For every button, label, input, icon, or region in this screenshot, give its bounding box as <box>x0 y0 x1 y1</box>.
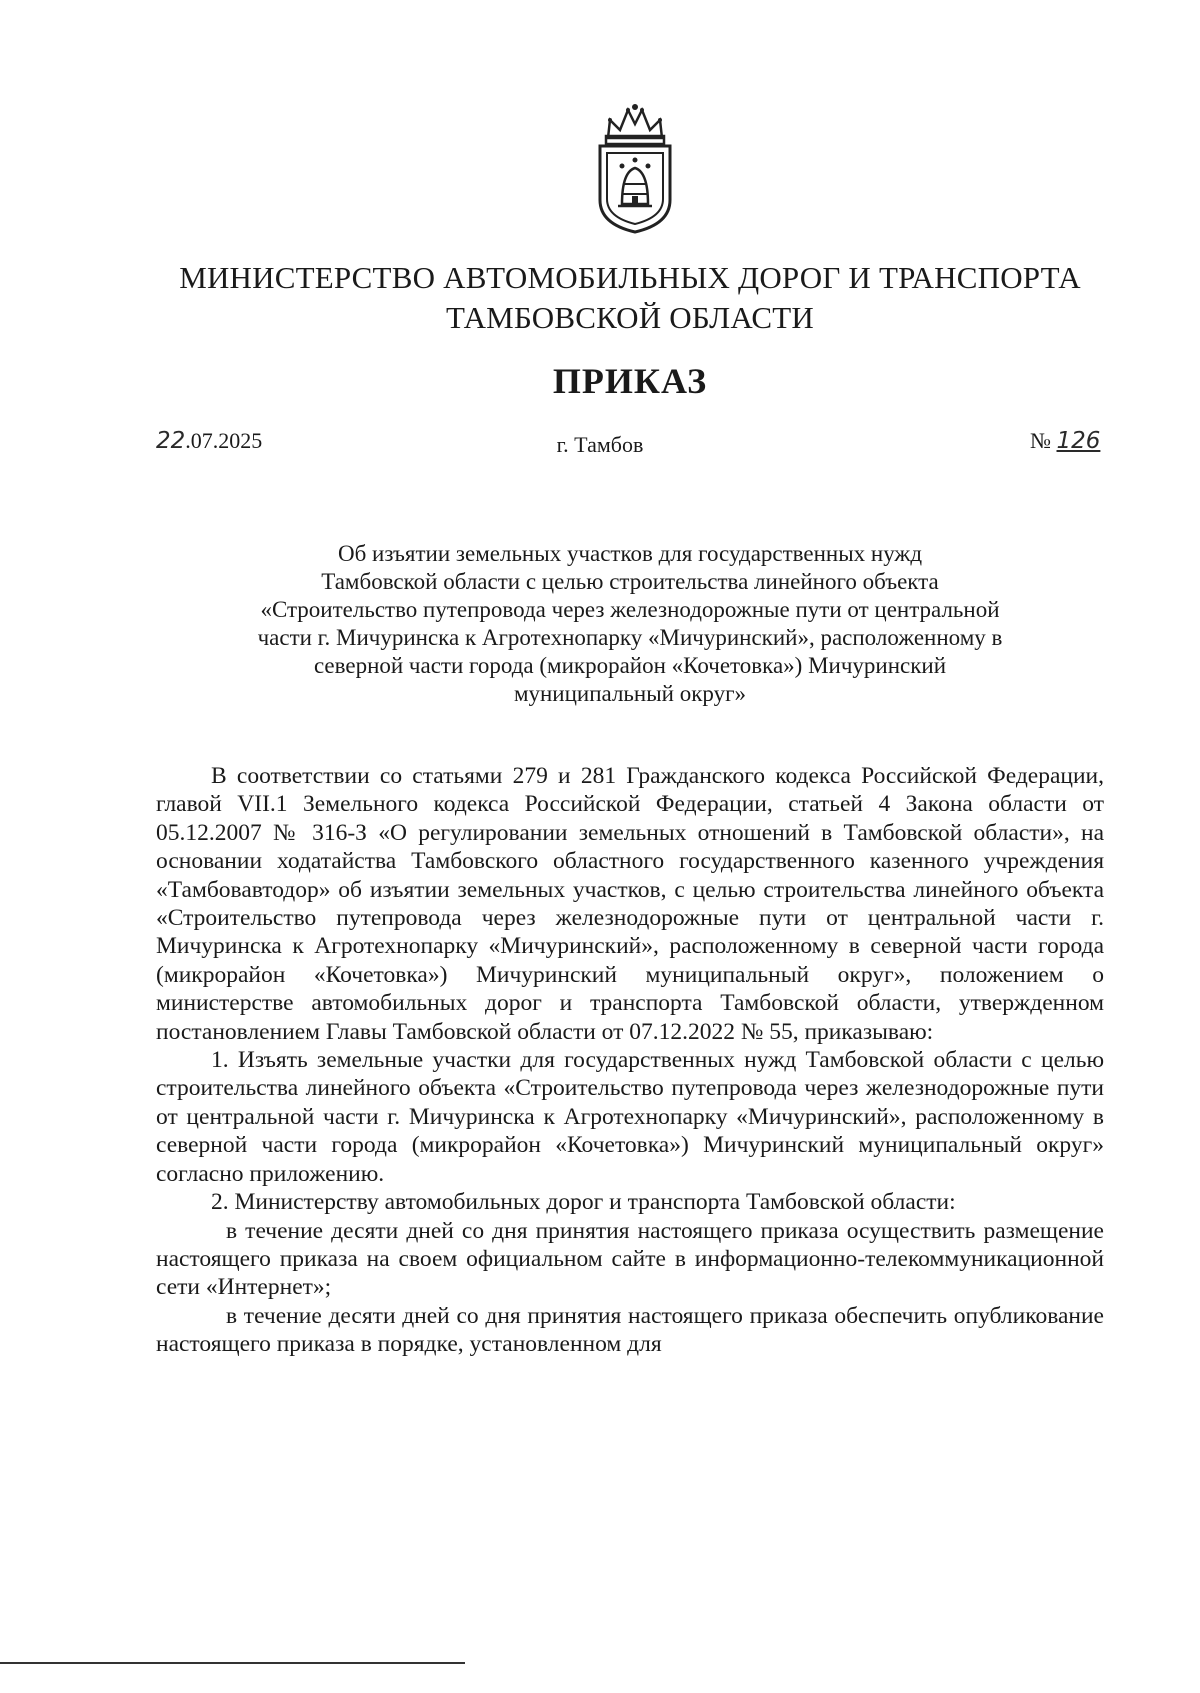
subject-line: Об изъятии земельных участков для государственных нужд <box>337 541 923 566</box>
page-bottom-rule <box>0 1662 465 1664</box>
order-body <box>156 762 1104 1359</box>
order-number-prefix: № <box>1030 428 1051 453</box>
subject-line: Тамбовской области с целью строительства линейного объекта <box>321 569 939 594</box>
order-city: г. Тамбов <box>556 432 644 457</box>
subject-line: части г. Мичуринска к Агротехнопарку «Мичуринский», расположенному в <box>257 625 1003 650</box>
order-number <box>1030 428 1100 454</box>
tambov-region-coat-of-arms-icon <box>590 100 680 235</box>
ministry-name-line2: ТАМБОВСКОЙ ОБЛАСТИ <box>446 300 814 335</box>
preamble-paragraph: В соответствии со статьями 279 и 281 Гражданского кодекса Российской Федерации, главой VII.1 Земельного кодекса Российской Федерации, статьей 4 Закона области от 05.12.2007 № 316-З «О регулировании земельных отношений в Тамбовской области», на основании ходатайства Тамбовского областного государственного казенного учреждения «Тамбовавтодор» об изъятии земельных участков, с целью строительства линейного объекта «Строительство путепровода через железнодорожные пути от центральной части г. Мичуринска к Агротехнопарку «Мичуринский», расположенному в северной части города (микрорайон «Кочетовка») Мичуринский муниципальный округ», положением о министерстве автомобильных дорог и транспорта Тамбовской области, утвержденном постановлением Главы Тамбовской области от 07.12.2022 № 55, приказываю: <box>156 763 1104 1045</box>
subject-line: северной части города (микрорайон «Кочетовка») Мичуринский <box>313 653 947 678</box>
subject-line: «Строительство путепровода через железнодорожные пути от центральной <box>260 597 1000 622</box>
document-type-title: ПРИКАЗ <box>552 361 708 401</box>
order-item-2-sub-1: в течение десяти дней со дня принятия настоящего приказа осуществить размещение настоящего приказа на своем официальном сайте в информационно-телекоммуникационной сети «Интернет»; <box>156 1217 1104 1301</box>
subject-line: муниципальный округ» <box>513 681 747 706</box>
order-date-day-handwritten: 22 <box>156 428 186 454</box>
order-item-2-sub-2: в течение десяти дней со дня принятия настоящего приказа обеспечить опубликование настоящего приказа в порядке, установленном для <box>156 1302 1104 1358</box>
order-item-1: 1. Изъять земельные участки для государственных нужд Тамбовской области с целью строительства линейного объекта «Строительство путепровода через железнодорожные пути от центральной части г. Мичуринска к Агротехнопарку «Мичуринский», расположенному в северной части города (микрорайон «Кочетовка») Мичуринский муниципальный округ» согласно приложению. <box>156 1047 1104 1187</box>
order-date-month-year: .07.2025 <box>185 428 263 453</box>
order-item-2: 2. Министерству автомобильных дорог и транспорта Тамбовской области: <box>211 1189 956 1216</box>
ministry-name <box>150 258 1110 338</box>
ministry-name-line1: МИНИСТЕРСТВО АВТОМОБИЛЬНЫХ ДОРОГ И ТРАНСПОРТА <box>179 260 1081 295</box>
order-subject <box>160 540 1100 708</box>
order-number-handwritten: 126 <box>1056 428 1101 454</box>
